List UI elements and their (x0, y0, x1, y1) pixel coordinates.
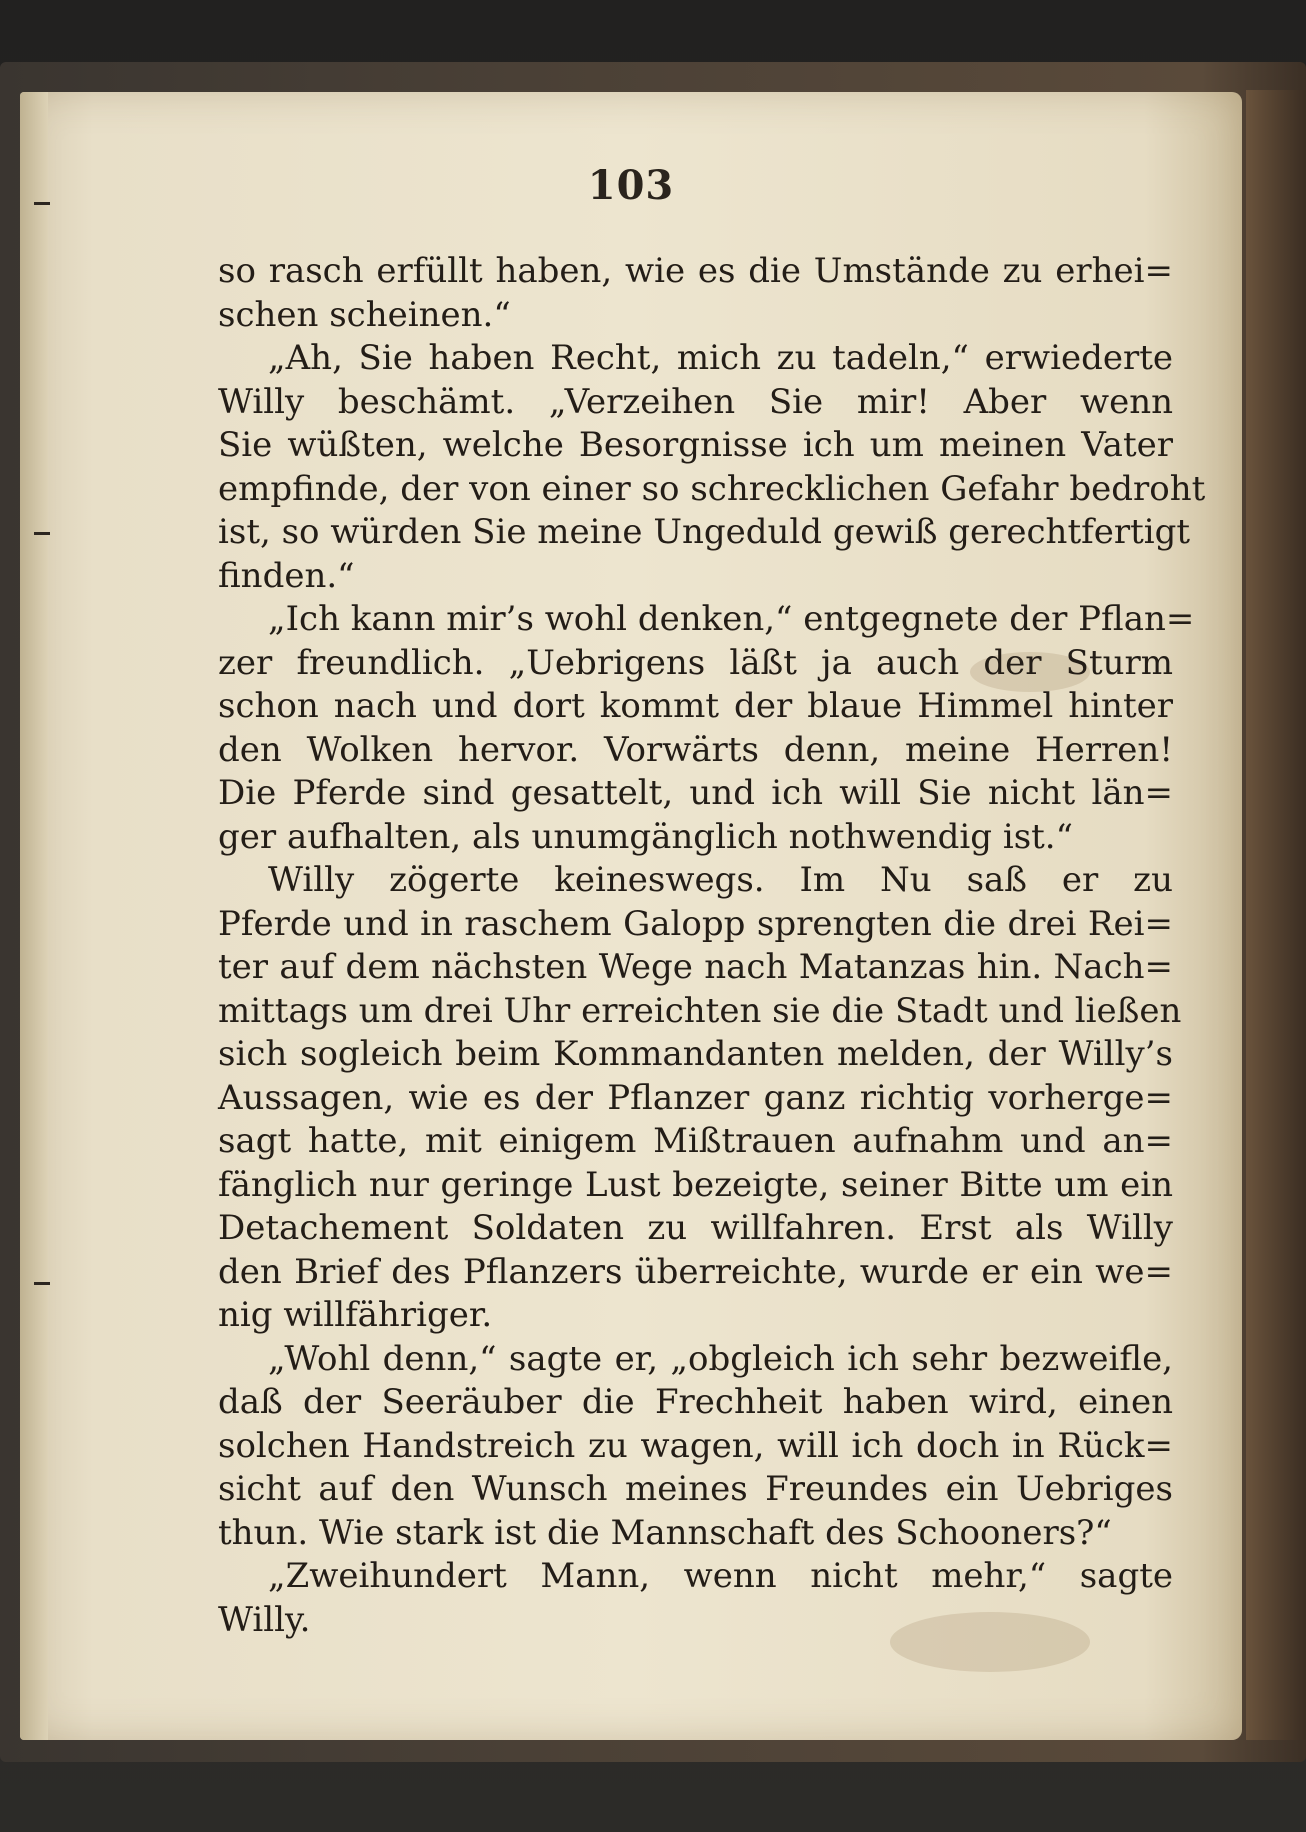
text-line: so rasch erfüllt haben, wie es die Umstände zu erhei= (218, 251, 1173, 291)
text-line: thun. Wie stark ist die Mannschaft des Schooners?“ (218, 1512, 1112, 1553)
text-line: schen scheinen.“ (218, 294, 511, 335)
text-line: Willy. (218, 1599, 311, 1640)
text-line: „Ah, Sie haben Recht, mich zu tadeln,“ erwiederte (268, 338, 1173, 378)
text-line: zer freundlich. „Uebrigens läßt ja auch der Sturm (218, 642, 1173, 683)
text-line: Sie wüßten, welche Besorgnisse ich um meinen Vater (218, 425, 1173, 465)
text-line: Pferde und in raschem Galopp sprengten die drei Rei= (218, 903, 1173, 944)
text-line: solchen Handstreich zu wagen, will ich doch in Rück= (218, 1425, 1173, 1466)
text-line: daß der Seeräuber die Frechheit haben wird, einen (218, 1382, 1173, 1422)
text-line: Detachement Soldaten zu willfahren. Erst als Willy (218, 1208, 1173, 1248)
text-line: „Wohl denn,“ sagte er, „obgleich ich sehr bezweifle, (268, 1338, 1173, 1379)
margin-mark (34, 532, 50, 535)
text-line: finden.“ (218, 555, 355, 596)
text-line: Aussagen, wie es der Pflanzer ganz richtig vorherge= (218, 1077, 1173, 1118)
page-number: 103 (587, 162, 675, 209)
text-line: sicht auf den Wunsch meines Freundes ein Uebriges (218, 1469, 1173, 1509)
text-line: Willy zögerte keineswegs. Im Nu saß er zu (268, 860, 1173, 900)
book-page (20, 92, 1242, 1740)
text-line: „Ich kann mir’s wohl denken,“ entgegnete der Pflan= (268, 599, 1195, 639)
margin-mark (34, 1282, 50, 1285)
book-cover-edge (1246, 90, 1306, 1740)
text-line: fänglich nur geringe Lust bezeigte, seiner Bitte um ein (218, 1164, 1173, 1205)
body-text (218, 250, 1206, 1642)
text-line: empfinde, der von einer so schrecklichen Gefahr bedroht (218, 468, 1206, 509)
text-line: sich sogleich beim Kommandanten melden, der Willy’s (218, 1034, 1173, 1074)
text-line: mittags um drei Uhr erreichten sie die Stadt und ließen (218, 990, 1182, 1031)
text-line: schon nach und dort kommt der blaue Himmel hinter (218, 686, 1173, 726)
page-gutter (20, 92, 48, 1740)
text-line: „Zweihundert Mann, wenn nicht mehr,“ sagte (268, 1556, 1173, 1596)
text-line: Die Pferde sind gesattelt, und ich will Sie nicht län= (218, 773, 1173, 813)
text-line: ger aufhalten, als unumgänglich nothwendig ist.“ (218, 816, 1073, 857)
text-line: ist, so würden Sie meine Ungeduld gewiß gerechtfertigt (218, 512, 1191, 552)
text-line: ter auf dem nächsten Wege nach Matanzas hin. Nach= (218, 947, 1173, 987)
text-line: den Brief des Pflanzers überreichte, wurde er ein we= (218, 1251, 1173, 1292)
text-line: sagt hatte, mit einigem Mißtrauen aufnahm und an= (218, 1121, 1173, 1161)
text-line: Willy beschämt. „Verzeihen Sie mir! Aber wenn (218, 381, 1173, 422)
text-line: den Wolken hervor. Vorwärts denn, meine Herren! (218, 729, 1173, 770)
text-line: nig willfähriger. (218, 1295, 493, 1335)
